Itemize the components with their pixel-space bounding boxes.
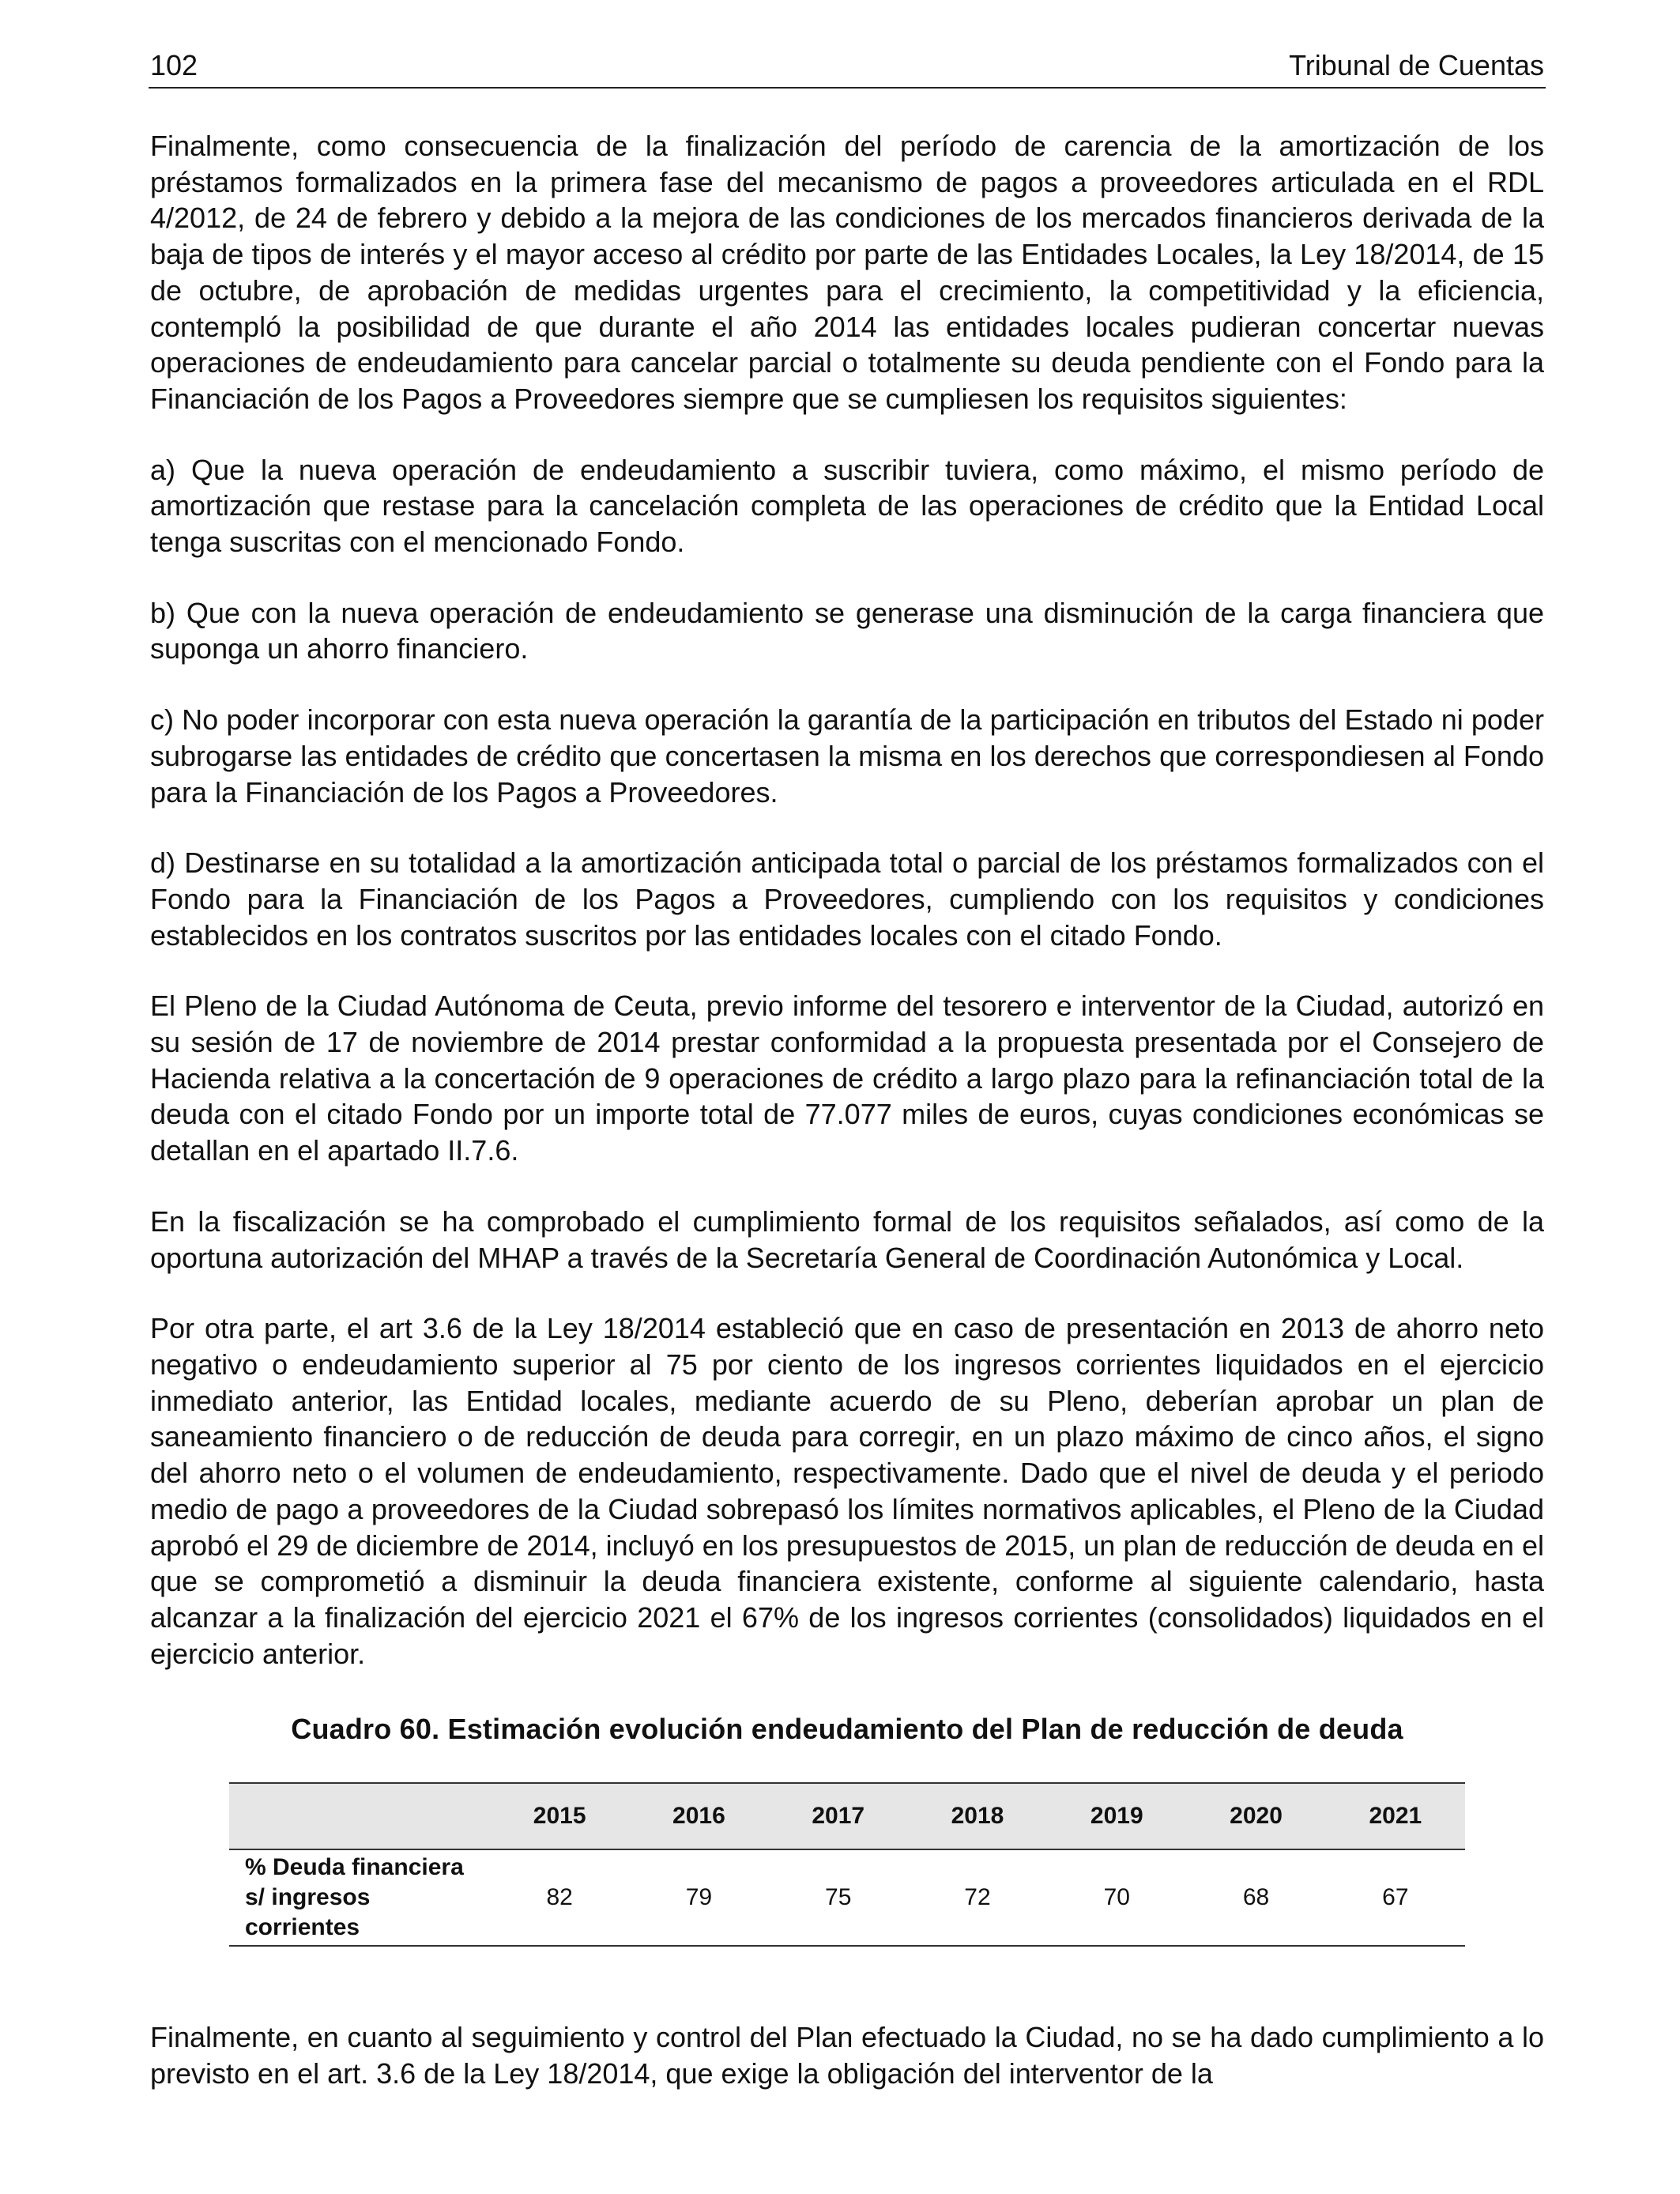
document-body	[150, 128, 1544, 2127]
requirement-c: c) No poder incorporar con esta nueva operación la garantía de la participación en tributos del Estado ni poder subrogarse las entidades de crédito que concertasen la misma en los derechos que correspondiesen al Fondo para la Financiación de los Pagos a Proveedores.	[150, 703, 1544, 809]
running-title: Tribunal de Cuentas	[1289, 49, 1544, 81]
paragraph-fiscalizacion: En la fiscalización se ha comprobado el cumplimiento formal de los requisitos señalados, así como de la oportuna autorización del MHAP a través de la Secretaría General de Coordinación Autonómica y Local.	[150, 1204, 1544, 1274]
table-cell: 70	[1047, 1849, 1186, 1946]
page-header	[149, 46, 1546, 89]
requirement-d: d) Destinarse en su totalidad a la amortización anticipada total o parcial de los préstamos formalizados con el Fondo para la Financiación de los Pagos a Proveedores, cumpliendo con los requisitos y condiciones establecidos en los contratos suscritos por las entidades locales con el citado Fondo.	[150, 846, 1544, 952]
table-cell: 79	[629, 1849, 768, 1946]
table-header-cell: 2017	[769, 1783, 908, 1849]
table-cell: 67	[1326, 1849, 1465, 1946]
table-header-cell	[229, 1783, 490, 1849]
table-cell: 82	[490, 1849, 629, 1946]
requirement-b: b) Que con la nueva operación de endeudamiento se generase una disminución de la carga financiera que suponga un ahorro financiero.	[150, 596, 1544, 665]
paragraph-plan-reduccion: Por otra parte, el art 3.6 de la Ley 18/2014 estableció que en caso de presentación en 2013 de ahorro neto negativo o endeudamiento superior al 75 por ciento de los ingresos corrientes liquidados en el ejercicio inmediato anterior, las Entidad locales, mediante acuerdo de su Pleno, deberían aprobar un plan de saneamiento financiero o de reducción de deuda para corregir, en un plazo máximo de cinco años, el signo del ahorro neto o el volumen de endeudamiento, respectivamente. Dado que el nivel de deuda y el periodo medio de pago a proveedores de la Ciudad sobrepasó los límites normativos aplicables, el Pleno de la Ciudad aprobó el 29 de diciembre de 2014, incluyó en los presupuestos de 2015, un plan de reducción de deuda en el que se comprometió a disminuir la deuda financiera existente, conforme al siguiente calendario, hasta alcanzar a la finalización del ejercicio 2021 el 67% de los ingresos corrientes (consolidados) liquidados en el ejercicio anterior.	[150, 1312, 1544, 1670]
paragraph-intro: Finalmente, como consecuencia de la finalización del período de carencia de la amortización de los préstamos formalizados en la primera fase del mecanismo de pagos a proveedores articulada en el RDL 4/2012, de 24 de febrero y debido a la mejora de las condiciones de los mercados financieros derivada de la baja de tipos de interés y el mayor acceso al crédito por parte de las Entidades Locales, la Ley 18/2014, de 15 de octubre, de aprobación de medidas urgentes para el crecimiento, la competitividad y la eficiencia, contempló la posibilidad de que durante el año 2014 las entidades locales pudieran concertar nuevas operaciones de endeudamiento para cancelar parcial o totalmente su deuda pendiente con el Fondo para la Financiación de los Pagos a Proveedores siempre que se cumpliesen los requisitos siguientes:	[150, 130, 1544, 415]
table-row	[229, 1849, 1465, 1946]
debt-reduction-table	[229, 1782, 1465, 1947]
table-header-cell: 2021	[1326, 1783, 1465, 1849]
table-caption: Cuadro 60. Estimación evolución endeudamiento del Plan de reducción de deuda	[291, 1713, 1403, 1746]
table-row-label: % Deuda financiera s/ ingresos corrientes	[229, 1849, 490, 1946]
table-header-row	[229, 1783, 1465, 1849]
paragraph-pleno-ceuta: El Pleno de la Ciudad Autónoma de Ceuta, previo informe del tesorero e interventor de la Ciudad, autorizó en su sesión de 17 de noviembre de 2014 prestar conformidad a la propuesta presentada por el Consejero de Hacienda relativa a la concertación de 9 operaciones de crédito a largo plazo para la refinanciación total de la deuda con el citado Fondo por un importe total de 77.077 miles de euros, cuyas condiciones económicas se detallan en el apartado II.7.6.	[150, 990, 1544, 1167]
table-cell: 75	[769, 1849, 908, 1946]
page-number: 102	[150, 49, 198, 81]
table-header-cell: 2019	[1047, 1783, 1186, 1849]
table-cell: 68	[1186, 1849, 1325, 1946]
table-cell: 72	[908, 1849, 1047, 1946]
table-header-cell: 2020	[1186, 1783, 1325, 1849]
paragraph-closing: Finalmente, en cuanto al seguimiento y control del Plan efectuado la Ciudad, no se ha dado cumplimiento a lo previsto en el art. 3.6 de la Ley 18/2014, que exige la obligación del interventor de la	[150, 2021, 1544, 2090]
table-header-cell: 2015	[490, 1783, 629, 1849]
table-header-cell: 2018	[908, 1783, 1047, 1849]
table-header-cell: 2016	[629, 1783, 768, 1849]
requirement-a: a) Que la nueva operación de endeudamiento a suscribir tuviera, como máximo, el mismo período de amortización que restase para la cancelación completa de las operaciones de crédito que la Entidad Local tenga suscritas con el mencionado Fondo.	[150, 453, 1544, 559]
